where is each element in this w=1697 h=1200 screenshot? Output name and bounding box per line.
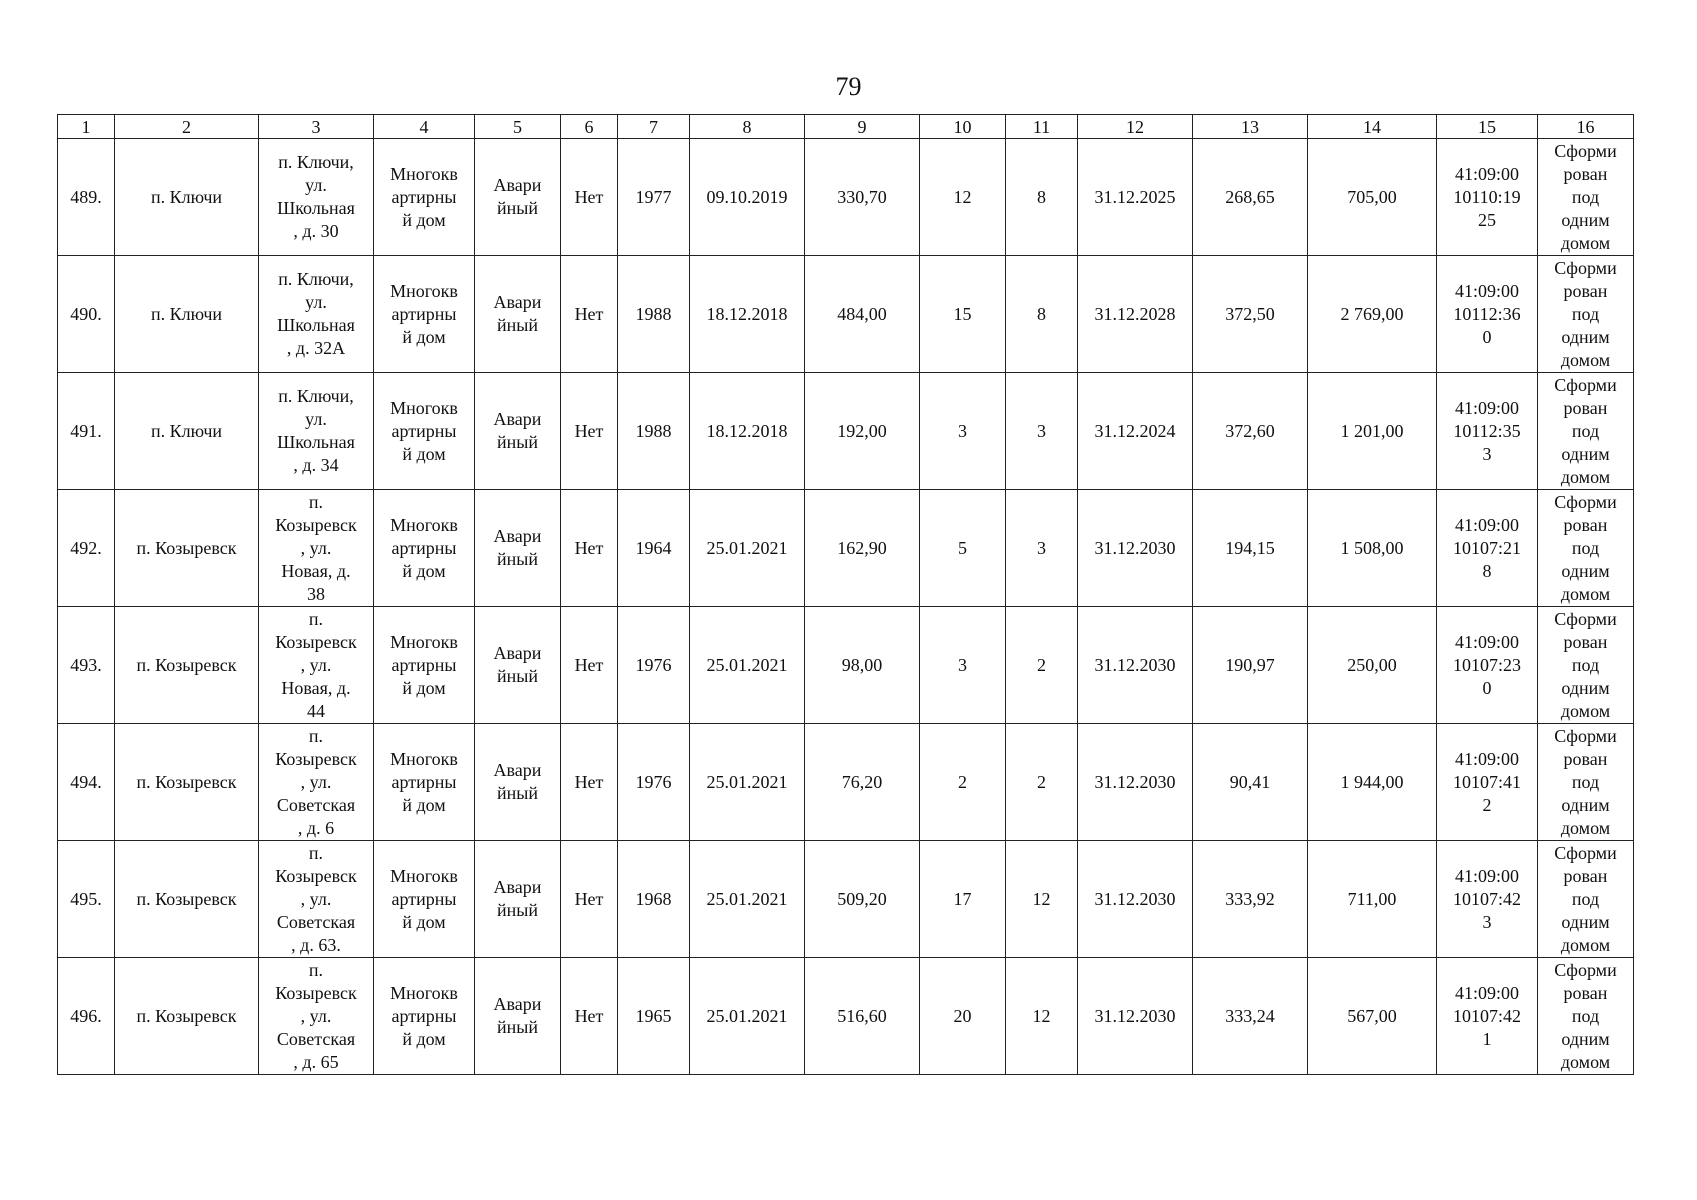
cadastral-number-cell: 41:09:00 10110:19 25 (1437, 139, 1538, 256)
column-13-cell: 333,92 (1193, 841, 1308, 958)
table-row (58, 490, 1634, 607)
address-cell: п. Козыревск , ул. Новая, д. 38 (259, 490, 374, 607)
status-cell: Сформи рован под одним домом (1538, 373, 1634, 490)
building-type-cell: Многокв артирны й дом (374, 139, 475, 256)
year-built-cell: 1976 (618, 607, 690, 724)
deadline-cell: 31.12.2028 (1078, 256, 1193, 373)
residents-cell: 20 (920, 958, 1006, 1075)
table-row (58, 958, 1634, 1075)
column-number-row (58, 115, 1634, 139)
flag-cell: Нет (561, 724, 618, 841)
column-13-cell: 372,50 (1193, 256, 1308, 373)
apartments-cell: 8 (1006, 139, 1078, 256)
table-row (58, 607, 1634, 724)
address-cell: п. Козыревск , ул. Новая, д. 44 (259, 607, 374, 724)
area-cell: 516,60 (805, 958, 920, 1075)
column-14-cell: 1 944,00 (1308, 724, 1437, 841)
locality-cell: п. Козыревск (115, 958, 259, 1075)
building-type-cell: Многокв артирны й дом (374, 256, 475, 373)
column-13-cell: 372,60 (1193, 373, 1308, 490)
building-type-cell: Многокв артирны й дом (374, 724, 475, 841)
residents-cell: 5 (920, 490, 1006, 607)
row-number-cell: 494. (58, 724, 115, 841)
year-built-cell: 1988 (618, 256, 690, 373)
flag-cell: Нет (561, 373, 618, 490)
column-header: 10 (920, 115, 1006, 139)
address-cell: п. Ключи, ул. Школьная , д. 32А (259, 256, 374, 373)
year-built-cell: 1976 (618, 724, 690, 841)
residents-cell: 15 (920, 256, 1006, 373)
column-14-cell: 1 201,00 (1308, 373, 1437, 490)
apartments-cell: 8 (1006, 256, 1078, 373)
column-header: 6 (561, 115, 618, 139)
column-header: 4 (374, 115, 475, 139)
column-header: 3 (259, 115, 374, 139)
condition-cell: Авари йный (475, 490, 561, 607)
residents-cell: 2 (920, 724, 1006, 841)
column-header: 15 (1437, 115, 1538, 139)
area-cell: 509,20 (805, 841, 920, 958)
locality-cell: п. Ключи (115, 139, 259, 256)
apartments-cell: 3 (1006, 490, 1078, 607)
cadastral-number-cell: 41:09:00 10107:23 0 (1437, 607, 1538, 724)
cadastral-number-cell: 41:09:00 10112:36 0 (1437, 256, 1538, 373)
cadastral-number-cell: 41:09:00 10107:42 3 (1437, 841, 1538, 958)
column-header: 9 (805, 115, 920, 139)
flag-cell: Нет (561, 256, 618, 373)
deadline-cell: 31.12.2024 (1078, 373, 1193, 490)
flag-cell: Нет (561, 139, 618, 256)
residents-cell: 12 (920, 139, 1006, 256)
document-date-cell: 25.01.2021 (690, 958, 805, 1075)
document-date-cell: 25.01.2021 (690, 724, 805, 841)
column-13-cell: 333,24 (1193, 958, 1308, 1075)
address-cell: п. Козыревск , ул. Советская , д. 63. (259, 841, 374, 958)
area-cell: 484,00 (805, 256, 920, 373)
residents-cell: 3 (920, 373, 1006, 490)
address-cell: п. Козыревск , ул. Советская , д. 6 (259, 724, 374, 841)
row-number-cell: 493. (58, 607, 115, 724)
column-14-cell: 1 508,00 (1308, 490, 1437, 607)
document-date-cell: 25.01.2021 (690, 490, 805, 607)
year-built-cell: 1968 (618, 841, 690, 958)
deadline-cell: 31.12.2030 (1078, 724, 1193, 841)
locality-cell: п. Ключи (115, 256, 259, 373)
row-number-cell: 492. (58, 490, 115, 607)
status-cell: Сформи рован под одним домом (1538, 607, 1634, 724)
column-13-cell: 190,97 (1193, 607, 1308, 724)
locality-cell: п. Ключи (115, 373, 259, 490)
residents-cell: 3 (920, 607, 1006, 724)
status-cell: Сформи рован под одним домом (1538, 490, 1634, 607)
flag-cell: Нет (561, 841, 618, 958)
locality-cell: п. Козыревск (115, 607, 259, 724)
condition-cell: Авари йный (475, 724, 561, 841)
column-13-cell: 90,41 (1193, 724, 1308, 841)
table-row (58, 256, 1634, 373)
cadastral-number-cell: 41:09:00 10107:41 2 (1437, 724, 1538, 841)
table-row (58, 139, 1634, 256)
row-number-cell: 495. (58, 841, 115, 958)
column-header: 13 (1193, 115, 1308, 139)
status-cell: Сформи рован под одним домом (1538, 958, 1634, 1075)
building-type-cell: Многокв артирны й дом (374, 373, 475, 490)
year-built-cell: 1988 (618, 373, 690, 490)
year-built-cell: 1964 (618, 490, 690, 607)
apartments-cell: 12 (1006, 958, 1078, 1075)
apartments-cell: 12 (1006, 841, 1078, 958)
building-type-cell: Многокв артирны й дом (374, 490, 475, 607)
year-built-cell: 1977 (618, 139, 690, 256)
column-header: 11 (1006, 115, 1078, 139)
cadastral-number-cell: 41:09:00 10112:35 3 (1437, 373, 1538, 490)
building-type-cell: Многокв артирны й дом (374, 841, 475, 958)
column-header: 12 (1078, 115, 1193, 139)
apartments-cell: 2 (1006, 607, 1078, 724)
area-cell: 76,20 (805, 724, 920, 841)
row-number-cell: 490. (58, 256, 115, 373)
area-cell: 192,00 (805, 373, 920, 490)
deadline-cell: 31.12.2030 (1078, 958, 1193, 1075)
address-cell: п. Ключи, ул. Школьная , д. 30 (259, 139, 374, 256)
building-type-cell: Многокв артирны й дом (374, 958, 475, 1075)
condition-cell: Авари йный (475, 256, 561, 373)
row-number-cell: 496. (58, 958, 115, 1075)
column-14-cell: 250,00 (1308, 607, 1437, 724)
column-14-cell: 567,00 (1308, 958, 1437, 1075)
table-row (58, 373, 1634, 490)
table-row (58, 841, 1634, 958)
address-cell: п. Ключи, ул. Школьная , д. 34 (259, 373, 374, 490)
address-cell: п. Козыревск , ул. Советская , д. 65 (259, 958, 374, 1075)
cadastral-number-cell: 41:09:00 10107:21 8 (1437, 490, 1538, 607)
column-header: 7 (618, 115, 690, 139)
flag-cell: Нет (561, 958, 618, 1075)
column-13-cell: 194,15 (1193, 490, 1308, 607)
apartments-cell: 3 (1006, 373, 1078, 490)
condition-cell: Авари йный (475, 958, 561, 1075)
table-body (58, 139, 1634, 1075)
building-type-cell: Многокв артирны й дом (374, 607, 475, 724)
column-header: 16 (1538, 115, 1634, 139)
column-14-cell: 711,00 (1308, 841, 1437, 958)
area-cell: 330,70 (805, 139, 920, 256)
locality-cell: п. Козыревск (115, 841, 259, 958)
year-built-cell: 1965 (618, 958, 690, 1075)
condition-cell: Авари йный (475, 841, 561, 958)
status-cell: Сформи рован под одним домом (1538, 256, 1634, 373)
residents-cell: 17 (920, 841, 1006, 958)
deadline-cell: 31.12.2030 (1078, 490, 1193, 607)
column-header: 1 (58, 115, 115, 139)
area-cell: 98,00 (805, 607, 920, 724)
deadline-cell: 31.12.2025 (1078, 139, 1193, 256)
page-number: 79 (835, 72, 862, 101)
apartments-cell: 2 (1006, 724, 1078, 841)
row-number-cell: 489. (58, 139, 115, 256)
deadline-cell: 31.12.2030 (1078, 607, 1193, 724)
column-header: 5 (475, 115, 561, 139)
condition-cell: Авари йный (475, 607, 561, 724)
table-row (58, 724, 1634, 841)
area-cell: 162,90 (805, 490, 920, 607)
cadastral-number-cell: 41:09:00 10107:42 1 (1437, 958, 1538, 1075)
housing-register-table (57, 114, 1634, 1075)
column-header: 8 (690, 115, 805, 139)
flag-cell: Нет (561, 607, 618, 724)
document-date-cell: 18.12.2018 (690, 256, 805, 373)
column-14-cell: 2 769,00 (1308, 256, 1437, 373)
column-header: 2 (115, 115, 259, 139)
document-date-cell: 25.01.2021 (690, 841, 805, 958)
column-header: 14 (1308, 115, 1437, 139)
locality-cell: п. Козыревск (115, 724, 259, 841)
document-date-cell: 25.01.2021 (690, 607, 805, 724)
condition-cell: Авари йный (475, 373, 561, 490)
flag-cell: Нет (561, 490, 618, 607)
row-number-cell: 491. (58, 373, 115, 490)
locality-cell: п. Козыревск (115, 490, 259, 607)
document-date-cell: 09.10.2019 (690, 139, 805, 256)
document-date-cell: 18.12.2018 (690, 373, 805, 490)
status-cell: Сформи рован под одним домом (1538, 724, 1634, 841)
condition-cell: Авари йный (475, 139, 561, 256)
column-13-cell: 268,65 (1193, 139, 1308, 256)
status-cell: Сформи рован под одним домом (1538, 841, 1634, 958)
deadline-cell: 31.12.2030 (1078, 841, 1193, 958)
status-cell: Сформи рован под одним домом (1538, 139, 1634, 256)
column-14-cell: 705,00 (1308, 139, 1437, 256)
